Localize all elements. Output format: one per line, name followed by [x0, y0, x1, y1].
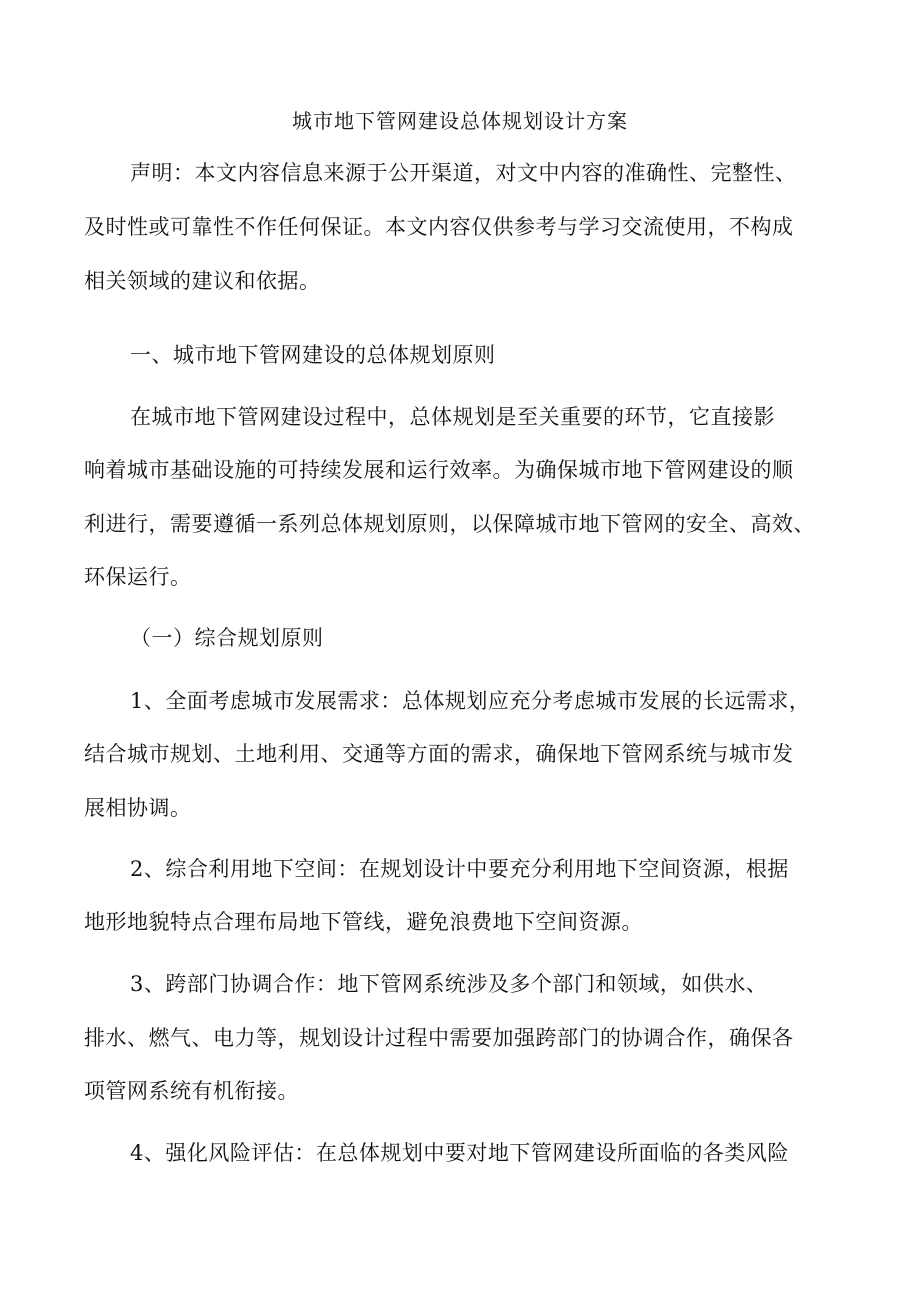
item-3-line-1: 3、跨部门协调合作：地下管网系统涉及多个部门和领域，如供水、 [130, 972, 768, 996]
disclaimer-line-2: 及时性或可靠性不作任何保证。本文内容仅供参考与学习交流使用，不构成 [84, 215, 794, 239]
subsection-heading: （一）综合规划原则 [130, 626, 324, 650]
intro-line-2: 响着城市基础设施的可持续发展和运行效率。为确保城市地下管网建设的顺 [84, 458, 794, 482]
item-4-line-1: 4、强化风险评估：在总体规划中要对地下管网建设所面临的各类风险 [130, 1141, 789, 1165]
item-2-line-1: 2、综合利用地下空间：在规划设计中要充分利用地下空间资源，根据 [130, 857, 789, 881]
item-1-line-3: 展相协调。 [84, 796, 192, 820]
item-2-line-2: 地形地貌特点合理布局地下管线，避免浪费地下空间资源。 [84, 910, 643, 934]
disclaimer-line-1: 声明：本文内容信息来源于公开渠道，对文中内容的准确性、完整性、 [130, 161, 797, 185]
disclaimer-line-3: 相关领域的建议和依据。 [84, 269, 321, 293]
document-title: 城市地下管网建设总体规划设计方案 [292, 109, 628, 133]
intro-line-4: 环保运行。 [84, 565, 192, 589]
item-1-line-2: 结合城市规划、土地利用、交通等方面的需求，确保地下管网系统与城市发 [84, 742, 794, 766]
item-1-line-1: 1、全面考虑城市发展需求：总体规划应充分考虑城市发展的长远需求， [130, 689, 811, 713]
item-3-line-2: 排水、燃气、电力等，规划设计过程中需要加强跨部门的协调合作，确保各 [84, 1026, 794, 1050]
item-3-line-3: 项管网系统有机衔接。 [84, 1079, 299, 1103]
section-heading: 一、城市地下管网建设的总体规划原则 [130, 343, 496, 367]
intro-line-1: 在城市地下管网建设过程中，总体规划是至关重要的环节，它直接影 [130, 405, 775, 429]
intro-line-3: 利进行，需要遵循一系列总体规划原则，以保障城市地下管网的安全、高效、 [84, 512, 815, 536]
